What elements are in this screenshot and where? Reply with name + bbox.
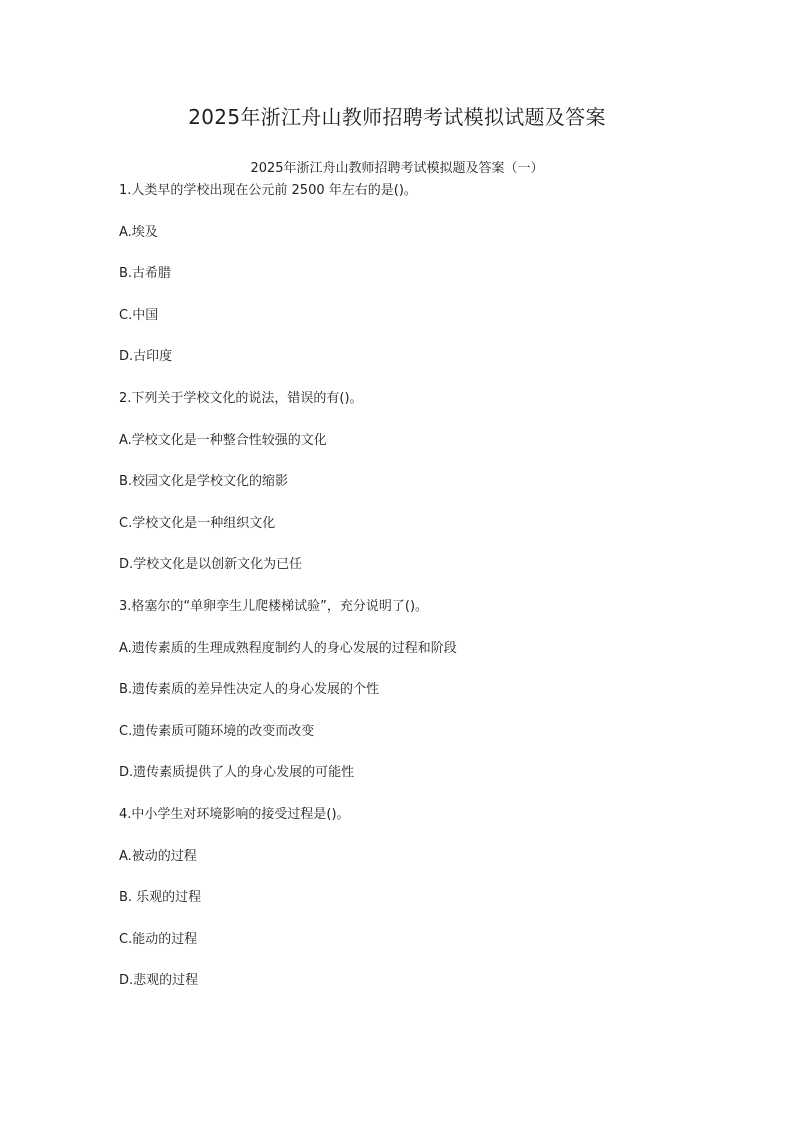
document-subtitle: 2025年浙江舟山教师招聘考试模拟题及答案（一） xyxy=(250,161,544,176)
answer-option: B.校园文化是学校文化的缩影 xyxy=(119,474,289,490)
question-list xyxy=(119,182,719,990)
answer-option: A.学校文化是一种整合性较强的文化 xyxy=(119,432,327,448)
answer-option: C.遗传素质可随环境的改变而改变 xyxy=(119,723,315,739)
answer-option: D.悲观的过程 xyxy=(119,973,199,989)
answer-option: A.遗传素质的生理成熟程度制约人的身心发展的过程和阶段 xyxy=(119,640,457,656)
answer-option: D.古印度 xyxy=(119,349,173,365)
question-stem: 1.人类早的学校出现在公元前 2500 年左右的是()。 xyxy=(119,183,417,198)
question-stem: 4.中小学生对环境影响的接受过程是()。 xyxy=(119,806,350,822)
answer-option: B. 乐观的过程 xyxy=(119,890,202,906)
question-stem: 2.下列关于学校文化的说法，错误的有()。 xyxy=(119,390,363,406)
answer-option: D.学校文化是以创新文化为已任 xyxy=(119,557,303,573)
answer-option: C.中国 xyxy=(119,307,159,323)
document-title: 2025年浙江舟山教师招聘考试模拟试题及答案 xyxy=(188,105,606,129)
answer-option: A.被动的过程 xyxy=(119,848,197,864)
answer-option: D.遗传素质提供了人的身心发展的可能性 xyxy=(119,765,355,781)
question-stem: 3.格塞尔的“单卵孪生儿爬楼梯试验”，充分说明了()。 xyxy=(119,598,429,614)
answer-option: B.遗传素质的差异性决定人的身心发展的个性 xyxy=(119,682,380,698)
answer-option: C.学校文化是一种组织文化 xyxy=(119,515,276,531)
answer-option: C.能动的过程 xyxy=(119,931,198,947)
answer-option: A.埃及 xyxy=(119,224,158,240)
answer-option: B.古希腊 xyxy=(119,266,172,282)
